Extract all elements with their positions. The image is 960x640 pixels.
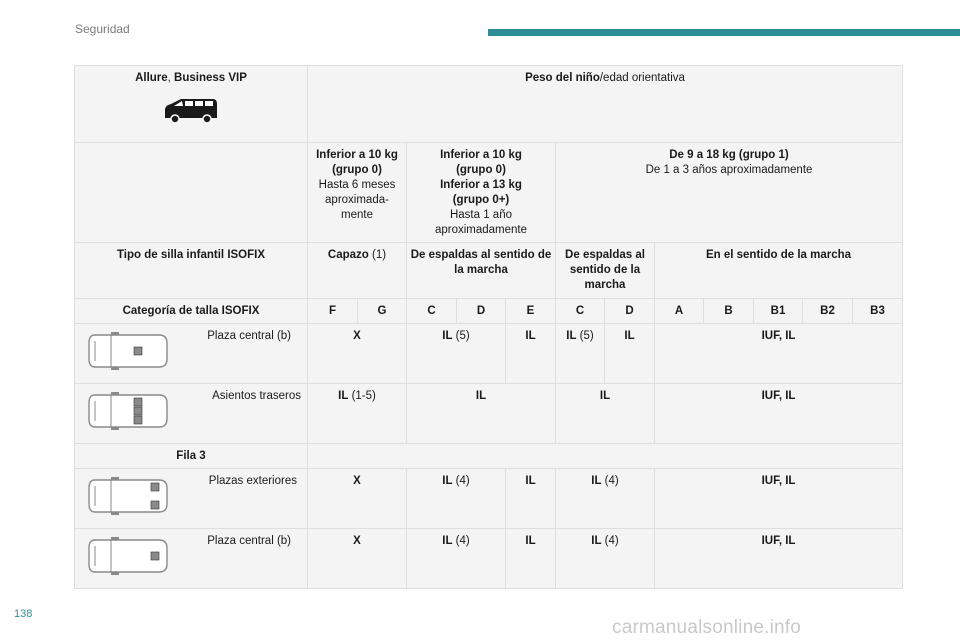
compat-value — [407, 324, 506, 384]
type-label: Tipo de silla infantil ISOFIX — [75, 243, 308, 299]
car-plan-icon — [87, 534, 169, 578]
compat-value: X — [308, 324, 407, 384]
type-forward: En el sentido de la marcha — [655, 243, 903, 299]
weight-head-rest: /edad orientativa — [599, 72, 685, 84]
seat-label-cell — [75, 324, 308, 384]
compat-value — [407, 529, 506, 589]
compat-note: (4) — [452, 535, 470, 547]
compat-value: IL — [556, 384, 655, 444]
size-cat: B2 — [803, 299, 853, 324]
car-plan-icon — [87, 329, 169, 373]
size-cat: D — [605, 299, 655, 324]
car-plan-icon — [87, 474, 169, 518]
compat-note: (5) — [576, 330, 594, 342]
compat-value — [556, 324, 605, 384]
compat-value-bold: IL — [566, 330, 577, 342]
size-cat: A — [655, 299, 704, 324]
compat-value: X — [308, 529, 407, 589]
compat-note: (4) — [452, 475, 470, 487]
compat-value — [556, 529, 655, 589]
type-rear: De espaldas al sentido de la marcha — [407, 243, 556, 299]
version-allure: Allure — [135, 72, 168, 84]
type-rear-2: De espaldas al sentido de la marcha — [556, 243, 655, 299]
compat-value-bold: IL — [442, 535, 453, 547]
weight-head-bold: Peso del niño — [525, 72, 600, 84]
page-number: 138 — [14, 608, 33, 620]
empty-cell — [308, 444, 903, 469]
compat-value-bold: IL — [338, 390, 349, 402]
size-cat: C — [556, 299, 605, 324]
version-sep: , — [167, 72, 175, 84]
compat-value-bold: IL — [591, 475, 602, 487]
weight-header — [308, 66, 903, 143]
seat-row — [75, 469, 903, 529]
compat-value-bold: IL — [442, 475, 453, 487]
group-1-l1: De 9 a 18 kg (grupo 1) — [669, 149, 789, 161]
size-cat: B — [704, 299, 754, 324]
accent-bar — [488, 29, 960, 36]
compat-value-bold: IL — [442, 330, 453, 342]
compat-value-bold: IL — [591, 535, 602, 547]
seat-label: Plaza central (b) — [207, 330, 291, 342]
compat-value — [556, 469, 655, 529]
seat-row — [75, 324, 903, 384]
compat-value: IL — [506, 469, 556, 529]
compat-note: (1-5) — [348, 390, 376, 402]
seat-label: Plazas exteriores — [208, 475, 297, 487]
section-title: Seguridad — [75, 22, 130, 36]
compat-value: IL — [605, 324, 655, 384]
seat-label-cell — [75, 529, 308, 589]
group-0a-l2: (grupo 0) — [332, 164, 382, 176]
type-capazo-text: Capazo — [327, 249, 369, 261]
size-label: Categoría de talla ISOFIX — [75, 299, 308, 324]
size-cat: F — [308, 299, 358, 324]
compat-note: (5) — [452, 330, 470, 342]
seat-label-cell — [75, 469, 308, 529]
compat-value: IUF, IL — [655, 469, 903, 529]
type-capazo — [308, 243, 407, 299]
size-cat: B1 — [754, 299, 803, 324]
group-0a-l3: Hasta 6 meses aproximada-mente — [318, 179, 396, 221]
size-cat: B3 — [853, 299, 903, 324]
seat-label-cell — [75, 384, 308, 444]
version-business: Business VIP — [174, 72, 247, 84]
group-0b — [407, 143, 556, 243]
compat-value: IUF, IL — [655, 384, 903, 444]
compat-value: IUF, IL — [655, 324, 903, 384]
size-cat: C — [407, 299, 457, 324]
version-cell — [75, 66, 308, 143]
size-row — [75, 299, 903, 324]
group-0b-l2: (grupo 0) — [456, 164, 506, 176]
size-cat: D — [457, 299, 506, 324]
compat-value: IUF, IL — [655, 529, 903, 589]
seat-label: Plaza central (b) — [207, 535, 291, 547]
compat-value: X — [308, 469, 407, 529]
compat-note: (4) — [601, 535, 619, 547]
group-1 — [556, 143, 903, 243]
seat-row — [75, 529, 903, 589]
group-0b-l1: Inferior a 10 kg — [440, 149, 522, 161]
row3-header — [75, 444, 903, 469]
isofix-table — [74, 65, 903, 589]
size-cat: E — [506, 299, 556, 324]
van-icon — [161, 96, 221, 126]
group-0a-l1: Inferior a 10 kg — [316, 149, 398, 161]
group-0b-l4: (grupo 0+) — [452, 194, 510, 206]
type-capazo-note: (1) — [368, 249, 387, 261]
car-plan-icon — [87, 389, 169, 433]
row3-label: Fila 3 — [75, 444, 308, 469]
compat-value — [407, 469, 506, 529]
compat-value: IL — [506, 324, 556, 384]
watermark: carmanualsonline.info — [612, 617, 802, 638]
group-0a — [308, 143, 407, 243]
group-1-l2: De 1 a 3 años aproximadamente — [645, 164, 813, 176]
compat-note: (4) — [601, 475, 619, 487]
compat-value — [308, 384, 407, 444]
group-0b-l3: Inferior a 13 kg — [440, 179, 522, 191]
group-0b-l5: Hasta 1 año aproximadamente — [434, 209, 528, 236]
empty-cell — [75, 143, 308, 243]
compat-value: IL — [506, 529, 556, 589]
compat-value: IL — [407, 384, 556, 444]
seat-label: Asientos traseros — [212, 390, 301, 402]
size-cat: G — [358, 299, 407, 324]
seat-row — [75, 384, 903, 444]
